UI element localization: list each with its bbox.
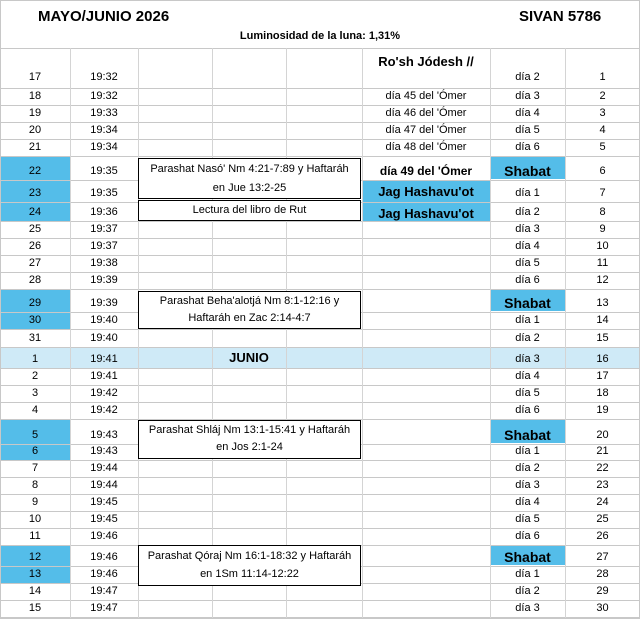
row-weekday: día 5 (515, 387, 540, 399)
row-weekday: día 2 (515, 332, 540, 344)
row-sivan-day: 1 (599, 71, 606, 83)
row-sunset-time: 19:46 (90, 530, 118, 542)
row-weekday: día 1 (515, 314, 540, 326)
row-sivan-day: 2 (599, 90, 606, 102)
row-weekday: día 5 (515, 257, 540, 269)
row-weekday: día 2 (515, 71, 540, 83)
row-omer: día 49 del 'Ómer (379, 164, 473, 178)
row-day: 3 (31, 387, 39, 399)
row-sivan-day: 20 (596, 429, 609, 441)
row-weekday: Shabat (504, 295, 551, 311)
row-day: 23 (28, 187, 42, 199)
row-weekday: día 3 (515, 602, 540, 614)
row-day: 17 (28, 71, 42, 83)
row-sivan-day: 17 (596, 370, 609, 382)
row-sunset-time: 19:32 (90, 90, 118, 102)
row-day: 20 (28, 124, 42, 136)
row-sivan-day: 10 (596, 240, 609, 252)
row-day: 14 (28, 585, 42, 597)
row-weekday: día 1 (515, 445, 540, 457)
row-sunset-time: 19:43 (90, 429, 118, 441)
row-day: 18 (28, 90, 42, 102)
row-weekday: Shabat (504, 163, 551, 179)
grid-col (138, 48, 139, 619)
row-sivan-day: 19 (596, 404, 609, 416)
row-weekday: día 4 (515, 107, 540, 119)
row-weekday: día 5 (515, 513, 540, 525)
row-sunset-time: 19:47 (90, 602, 118, 614)
row-sunset-time: 19:39 (90, 297, 118, 309)
row-sunset-time: 19:36 (90, 206, 118, 218)
row-omer: día 45 del 'Ómer (385, 90, 467, 102)
row-weekday: día 1 (515, 568, 540, 580)
row-sunset-time: 19:43 (90, 445, 118, 457)
row-day: 4 (31, 404, 39, 416)
row-sunset-time: 19:42 (90, 387, 118, 399)
row-sivan-day: 15 (596, 332, 609, 344)
row-sivan-day: 14 (596, 314, 609, 326)
row-weekday: día 3 (515, 90, 540, 102)
row-sunset-time: 19:41 (90, 370, 118, 382)
row-day: 19 (28, 107, 42, 119)
row-sunset-time: 19:39 (90, 274, 118, 286)
row-sivan-day: 9 (599, 223, 606, 235)
row-day: 29 (28, 297, 42, 309)
row-sivan-day: 24 (596, 496, 609, 508)
row-weekday: día 2 (515, 206, 540, 218)
row-sivan-day: 7 (599, 187, 606, 199)
row-weekday: día 6 (515, 274, 540, 286)
row-sunset-time: 19:44 (90, 462, 118, 474)
row-weekday: día 6 (515, 530, 540, 542)
row-sivan-day: 21 (596, 445, 609, 457)
row-sivan-day: 27 (596, 551, 609, 563)
moon-luminosity: Luminosidad de la luna: 1,31% (239, 30, 401, 42)
row-omer: Jag Hashavu'ot (378, 184, 474, 199)
row-omer: día 48 del 'Ómer (385, 141, 467, 153)
row-sunset-time: 19:46 (90, 568, 118, 580)
row-day: 5 (31, 429, 39, 441)
row-weekday: día 6 (515, 141, 540, 153)
row-weekday: día 3 (515, 353, 540, 365)
row-day: 21 (28, 141, 42, 153)
row-sunset-time: 19:35 (90, 165, 118, 177)
row-day: 22 (28, 165, 42, 177)
row-day: 28 (28, 274, 42, 286)
row-sunset-time: 19:34 (90, 141, 118, 153)
row-day: 25 (28, 223, 42, 235)
parasha-shlaj: Parashat Shláj Nm 13:1-15:41 y Haftaráh en Jos 2:1-24 (138, 420, 361, 459)
row-sivan-day: 12 (596, 274, 609, 286)
row-sivan-day: 23 (596, 479, 609, 491)
title-hebrew-month: SIVAN 5786 (519, 8, 602, 25)
row-weekday: día 3 (515, 223, 540, 235)
row-sunset-time: 19:44 (90, 479, 118, 491)
grid-line (0, 156, 640, 157)
row-weekday: día 1 (515, 187, 540, 199)
row-weekday: día 3 (515, 479, 540, 491)
row-sunset-time: 19:35 (90, 187, 118, 199)
row-day: 8 (31, 479, 39, 491)
lectura-rut: Lectura del libro de Rut (138, 200, 361, 221)
row-day: 7 (31, 462, 39, 474)
row-omer: día 46 del 'Ómer (385, 107, 467, 119)
row-day: 30 (28, 314, 42, 326)
row-day: 24 (28, 206, 42, 218)
row-sunset-time: 19:37 (90, 223, 118, 235)
row-day: 12 (28, 551, 42, 563)
row-sivan-day: 16 (596, 353, 609, 365)
title-month: MAYO/JUNIO 2026 (38, 8, 170, 25)
parasha-qoraj: Parashat Qóraj Nm 16:1-18:32 y Haftaráh en 1Sm 11:14-12:22 (138, 545, 361, 586)
grid-col (212, 48, 213, 619)
row-sivan-day: 29 (596, 585, 609, 597)
row-weekday: día 5 (515, 124, 540, 136)
row-day: 1 (31, 353, 39, 365)
row-sivan-day: 26 (596, 530, 609, 542)
row-sunset-time: 19:33 (90, 107, 118, 119)
row-weekday: día 4 (515, 370, 540, 382)
row-day: 11 (29, 530, 41, 542)
row-sunset-time: 19:46 (90, 551, 118, 563)
row-weekday: día 2 (515, 585, 540, 597)
row-day: 10 (28, 513, 42, 525)
grid-line (0, 617, 640, 618)
row-sunset-time: 19:40 (90, 332, 118, 344)
row-day: 31 (28, 332, 42, 344)
row-sivan-day: 8 (599, 206, 606, 218)
grid-line (0, 347, 640, 348)
row-sivan-day: 22 (596, 462, 609, 474)
month-junio: JUNIO (229, 350, 269, 365)
row-sunset-time: 19:37 (90, 240, 118, 252)
row-sunset-time: 19:41 (90, 353, 118, 365)
parasha-behaalotja: Parashat Beha'alotjá Nm 8:1-12:16 y Haftaráh en Zac 2:14-4:7 (138, 291, 361, 329)
row-sivan-day: 11 (596, 257, 609, 269)
row-sunset-time: 19:42 (90, 404, 118, 416)
row-sunset-time: 19:34 (90, 124, 118, 136)
row-weekday: Shabat (504, 427, 551, 443)
row-day: 26 (28, 240, 42, 252)
row-omer: Ro'sh Jódesh // (378, 54, 474, 69)
row-day: 9 (31, 496, 39, 508)
row-sivan-day: 25 (596, 513, 609, 525)
row-weekday: día 6 (515, 404, 540, 416)
row-day: 13 (28, 568, 42, 580)
row-sivan-day: 13 (596, 297, 609, 309)
row-day: 6 (31, 445, 39, 457)
row-weekday: Shabat (504, 549, 551, 565)
row-sunset-time: 19:47 (90, 585, 118, 597)
row-sunset-time: 19:38 (90, 257, 118, 269)
row-sunset-time: 19:40 (90, 314, 118, 326)
row-sivan-day: 6 (599, 165, 606, 177)
row-day: 15 (28, 602, 42, 614)
row-sivan-day: 4 (599, 124, 606, 136)
row-sivan-day: 5 (599, 141, 606, 153)
row-omer: día 47 del 'Ómer (385, 124, 467, 136)
grid-line (0, 48, 640, 49)
grid-col (286, 48, 287, 619)
row-sunset-time: 19:45 (90, 496, 118, 508)
grid-line (0, 289, 640, 290)
row-sivan-day: 18 (596, 387, 609, 399)
row-sivan-day: 30 (596, 602, 609, 614)
row-weekday: día 4 (515, 240, 540, 252)
row-sivan-day: 28 (596, 568, 609, 580)
row-sunset-time: 19:45 (90, 513, 118, 525)
row-day: 2 (31, 370, 39, 382)
row-sunset-time: 19:32 (90, 71, 118, 83)
row-weekday: día 4 (515, 496, 540, 508)
row-weekday: día 2 (515, 462, 540, 474)
row-day: 27 (28, 257, 42, 269)
row-omer: Jag Hashavu'ot (378, 206, 474, 221)
parasha-naso: Parashat Nasó' Nm 4:21-7:89 y Haftaráh en Jue 13:2-25 (138, 158, 361, 199)
row-sivan-day: 3 (599, 107, 606, 119)
